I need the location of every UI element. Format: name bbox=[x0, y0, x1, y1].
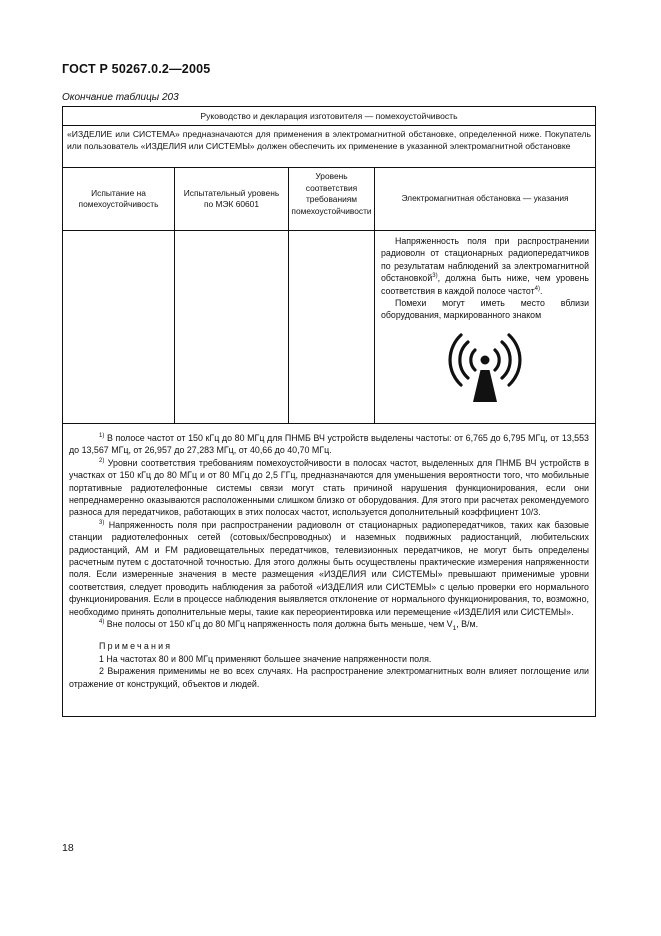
note-1: 1 На частотах 80 и 800 МГц применяют большее значение напряженности поля. bbox=[99, 653, 432, 664]
column-header-test: Испытание на помехоустойчивость bbox=[63, 168, 175, 230]
notes-title: Примечания bbox=[99, 641, 173, 652]
footnote-1: $^{1)}$ В полосе частот от 150 кГц до 80 МГц для ПНМБ ВЧ устройств выделены частоты: от 6,765 до 6,795 МГц, от 13,553 до 13,567 МГц, от 26,957 до 27,283 МГц, от 40,66 до 40,70 МГц. bbox=[69, 433, 589, 456]
page-number: 18 bbox=[62, 842, 74, 854]
footnote-2: $^{2)}$ Уровни соответствия требованиям помехоустойчивости в полосах частот, выделенных для ПНМБ ВЧ устройств в участках от 150 кГц до 80 МГц и от 80 МГц до 2,5 ГГц, предназначаются для уменьшения вероятности того, что мобильные портативные радиотелефонные системы связи могут стать причиной нарушения функционирования, если они непреднамеренно оказываются расположенными слишком близко от оборудования. Для этого при расчетах рекомендуемого разноса для передатчиков, работающих в этих полосах частот, используется дополнительный коэффициент 10/3. bbox=[69, 457, 589, 518]
document-header: ГОСТ Р 50267.0.2—2005 bbox=[62, 62, 211, 76]
cell-test bbox=[63, 231, 175, 423]
table-header-row bbox=[63, 168, 595, 231]
table-footnotes bbox=[63, 424, 595, 716]
column-header-test-level: Испытательный уровень по МЭК 60601 bbox=[175, 168, 289, 230]
table-intro: «ИЗДЕЛИЕ или СИСТЕМА» предназначаются для применения в электромагнитной обстановке, определенной ниже. Покупатель или пользователь «ИЗДЕЛИЯ или СИСТЕМЫ» должен обеспечить их применение в указанной электромагнитной обстановке bbox=[63, 126, 595, 168]
note-2: 2 Выражения применимы не во всех случаях. На распространение электромагнитных волн влияет поглощение или отражение от конструкций, объектов и людей. bbox=[69, 666, 589, 689]
column-header-environment: Электромагнитная обстановка — указания bbox=[401, 193, 569, 204]
non-ionizing-radiation-icon bbox=[445, 330, 525, 406]
guidance-paragraph-2: Помехи могут иметь место вблизи оборудования, маркированного знаком bbox=[381, 298, 589, 321]
table-caption: Окончание таблицы 203 bbox=[62, 92, 179, 103]
column-header-compliance-level: Уровень соответствия требованиям помехоустойчивости bbox=[289, 168, 375, 230]
emc-table bbox=[62, 106, 596, 717]
table-body-row bbox=[63, 231, 595, 424]
cell-test-level bbox=[175, 231, 289, 423]
footnote-4: $^{4)}$ Вне полосы от 150 кГц до 80 МГц напряженность поля должна быть меньше, чем $V_1$, В/м. bbox=[99, 619, 479, 632]
cell-compliance-level bbox=[289, 231, 375, 423]
footnote-3: $^{3)}$ Напряженность поля при распространении радиоволн от стационарных радиопередатчиков, таких как базовые станции радиотелефонных сетей (сотовых/беспроводных) и наземных подвижных радиостанций, любительских радиостанций, АМ и FM радиовещательных передатчиков, телевизионных передатчиков, не могут быть определены расчетным путем с достаточной точностью. Для этого должны быть осуществлены практические измерения напряженности поля. Если измеренные значения в месте размещения «ИЗДЕЛИЯ или СИСТЕМЫ» превышают применимые уровни соответствия, следует проводить наблюдения за работой «ИЗДЕЛИЯ или СИСТЕМЫ» с целью проверки его нормального функционирования. Если в процессе наблюдения выявляется отклонение от нормального функционирования, то, возможно, необходимо принять дополнительные меры, такие как переориентировка или перемещение «ИЗДЕЛИЯ или СИСТЕМЫ». bbox=[69, 519, 589, 617]
guidance-paragraph-1: Напряженность поля при распространении радиоволн от стационарных радиопередатчиков по результатам наблюдений за электромагнитной обстановкой$^{3)}$, должна быть ниже, чем уровень соответствия в каждой полосе частот$^{4)}$. bbox=[381, 236, 589, 296]
cell-environment-guidance bbox=[375, 231, 595, 423]
table-title: Руководство и декларация изготовителя — помехоустойчивость bbox=[63, 107, 595, 126]
